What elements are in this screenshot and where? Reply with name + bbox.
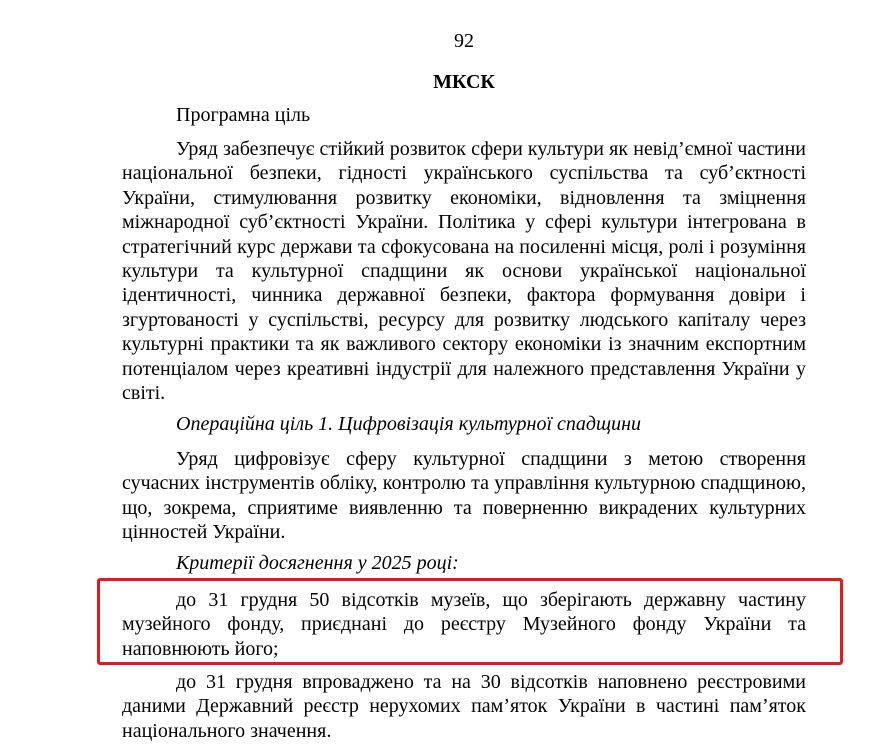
- criteria-heading: Критерії досягнення у 2025 році:: [176, 552, 459, 574]
- page-number: 92: [454, 30, 474, 52]
- section-title: МКСК: [433, 71, 495, 93]
- program-goal-heading: Програмна ціль: [176, 104, 311, 126]
- operational-goal-paragraph: Уряд цифровізує сферу культурної спадщини з метою створення сучасних інструментів обліку, контролю та управління культурною спадщиною, що, зокрема, сприятиме виявленню та поверненню викрадених культурних цінностей України.: [122, 448, 806, 544]
- criterion-item: до 31 грудня 50 відсотків музеїв, що зберігають державну частину музейного фонду, приєднані до реєстру Музейного фонду України та наповнюють його;: [122, 589, 806, 660]
- criterion-item: до 31 грудня впроваджено та на 30 відсотків наповнено реєстровими даними Державний реєстр нерухомих пам’яток України в частині пам’яток національного значення.: [122, 671, 806, 742]
- operational-goal-heading: Операційна ціль 1. Цифровізація культурної спадщини: [176, 413, 642, 435]
- program-goal-paragraph: Уряд забезпечує стійкий розвиток сфери культури як невід’ємної частини національної безпеки, гідності українського суспільства та суб’єктності України, стимулювання розвитку економіки, відновлення та зміцнення міжнародної суб’єктності України. Політика у сфері культури інтегрована в стратегічний курс держави та сфокусована на посиленні місця, ролі і розуміння культури та культурної спадщини як основи української національної ідентичності, чинника державної безпеки, фактора формування довіри і згуртованості у суспільстві, ресурсу для розвитку людського капіталу через культурні практики та як важливого сектору економіки із значним експортним потенціалом через креативні індустрії для належного представлення України у світі.: [122, 138, 806, 405]
